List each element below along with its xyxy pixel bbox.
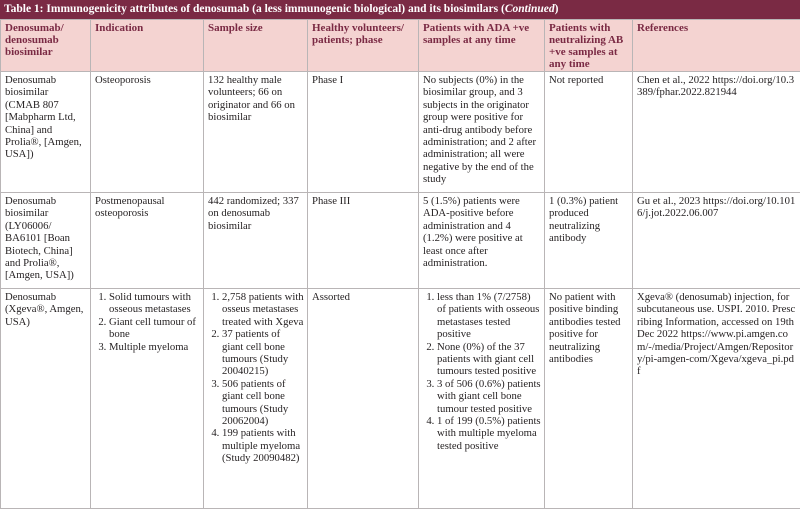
caption-continued: Continued — [505, 3, 555, 15]
cell-reference: Xgeva® (denosumab) injection, for subcutaneous use. USPI. 2010. Prescribing Information, accessed on 19th Dec 2022 https://www.pi.amgen.com/-/media/Project/Amgen/Repository/pi-amgen-com/Xgeva/xgeva_pi.pdf — [633, 289, 800, 509]
cell-product: Denosumab (Xgeva®, Amgen, USA) — [1, 289, 91, 509]
cell-phase: Assorted — [308, 289, 419, 509]
cell-neutralizing: No patient with positive binding antibodies tested positive for neutralizing antibodies — [545, 289, 633, 509]
immunogenicity-table — [0, 19, 800, 509]
sample-size-list — [208, 291, 304, 465]
cell-product: Denosumab biosimilar (CMAB 807 [Mabpharm Ltd, China] and Prolia®, [Amgen, USA]) — [1, 72, 91, 193]
cell-phase: Phase I — [308, 72, 419, 193]
cell-sample-size — [204, 289, 308, 509]
table-caption — [0, 0, 800, 19]
cell-neutralizing: Not reported — [545, 72, 633, 193]
table-row — [1, 193, 800, 289]
list-item: 4. 199 patients with multiple myeloma (Study 20090482) — [222, 427, 304, 464]
cell-ada — [419, 289, 545, 509]
cell-indication: Osteoporosis — [91, 72, 204, 193]
cell-neutralizing: 1 (0.3%) patient produced neutralizing antibody — [545, 193, 633, 289]
cell-indication — [91, 289, 204, 509]
header-neutralizing: Patients with neutralizing AB +ve samples at any time — [545, 20, 633, 72]
header-sample-size: Sample size — [204, 20, 308, 72]
header-row — [1, 20, 800, 72]
cell-ada: No subjects (0%) in the biosimilar group, and 3 subjects in the originator group were positive for anti-drug antibody before administration; and 2 after administration; all were negative by the end of the study — [419, 72, 545, 193]
cell-ada: 5 (1.5%) patients were ADA-positive before administration and 4 (1.2%) were positive at least once after administration. — [419, 193, 545, 289]
list-item: 1. Solid tumours with osseous metastases — [109, 291, 199, 316]
list-item: 3. Multiple myeloma — [109, 341, 199, 353]
list-item: 2. None (0%) of the 37 patients with giant cell tumours tested positive — [437, 341, 541, 378]
header-references: References — [633, 20, 800, 72]
header-product: Denosumab/ denosumab biosimilar — [1, 20, 91, 72]
cell-reference: Chen et al., 2022 https://doi.org/10.3389/fphar.2022.821944 — [633, 72, 800, 193]
table-row — [1, 289, 800, 509]
list-item: 3. 3 of 506 (0.6%) patients with giant cell bone tumour tested positive — [437, 378, 541, 415]
header-indication: Indication — [91, 20, 204, 72]
cell-phase: Phase III — [308, 193, 419, 289]
cell-product: Denosumab biosimilar (LY06006/ BA6101 [Boan Biotech, China] and Prolia®, [Amgen, USA]) — [1, 193, 91, 289]
cell-sample-size: 442 randomized; 337 on denosumab biosimilar — [204, 193, 308, 289]
ada-list — [423, 291, 541, 452]
header-phase: Healthy volunteers/ patients; phase — [308, 20, 419, 72]
caption-close: ) — [555, 3, 559, 15]
header-ada: Patients with ADA +ve samples at any time — [419, 20, 545, 72]
cell-reference: Gu et al., 2023 https://doi.org/10.1016/j.jot.2022.06.007 — [633, 193, 800, 289]
caption-main: Table 1: Immunogenicity attributes of denosumab (a less immunogenic biological) and its biosimilars ( — [4, 3, 505, 15]
list-item: 4. 1 of 199 (0.5%) patients with multiple myeloma tested positive — [437, 415, 541, 452]
cell-indication: Postmenopausal osteoporosis — [91, 193, 204, 289]
list-item: 3. 506 patients of giant cell bone tumours (Study 20062004) — [222, 378, 304, 428]
list-item: 1. less than 1% (7/2758) of patients with osseous metastases tested positive — [437, 291, 541, 341]
list-item: 2. 37 patients of giant cell bone tumours (Study 20040215) — [222, 328, 304, 378]
cell-sample-size: 132 healthy male volunteers; 66 on originator and 66 on biosimilar — [204, 72, 308, 193]
indication-list — [95, 291, 199, 353]
list-item: 1. 2,758 patients with osseus metastases treated with Xgeva — [222, 291, 304, 328]
table-row — [1, 72, 800, 193]
list-item: 2. Giant cell tumour of bone — [109, 316, 199, 341]
